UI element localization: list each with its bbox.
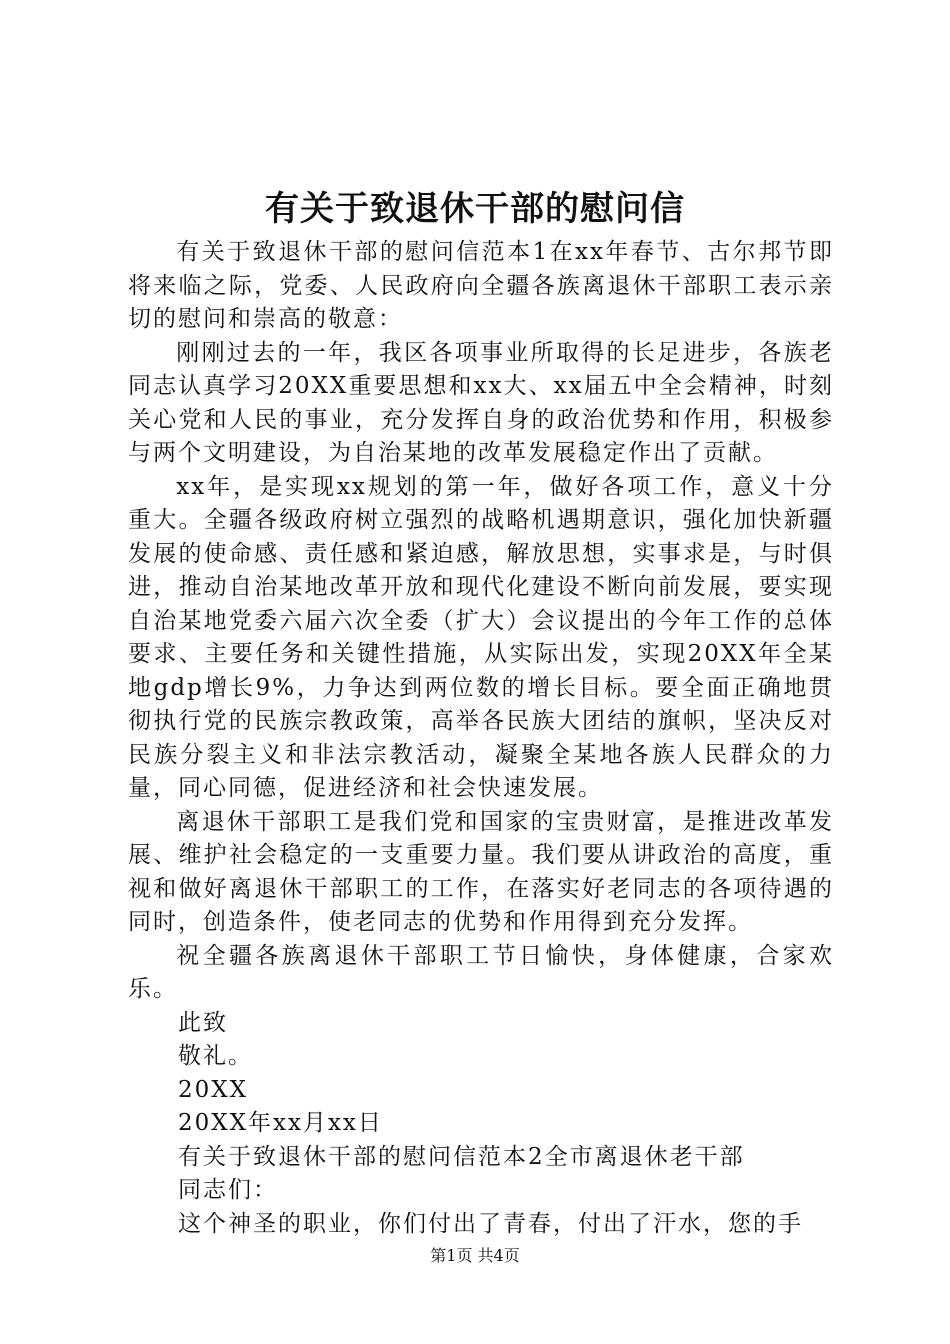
- body-paragraph-1: 有关于致退休干部的慰问信范本1在xx年春节、古尔邦节即将来临之际，党委、人民政府向全疆各族离退休干部职工表示亲切的慰问和崇高的敬意：: [128, 239, 834, 332]
- closing-regards: 敬礼。: [178, 1043, 253, 1069]
- closing-date: 20XX年xx月xx日: [178, 1110, 383, 1136]
- second-letter-first-line: 这个神圣的职业，你们付出了青春，付出了汗水，您的手: [178, 1210, 803, 1237]
- document-title: 有关于致退休干部的慰问信: [265, 189, 685, 229]
- page-indicator: 第1页 共4页: [430, 1246, 520, 1265]
- body-paragraph-3: xx年，是实现xx规划的第一年，做好各项工作，意义十分重大。全疆各级政府树立强烈的战略机遇期意识，强化加快新疆发展的使命感、责任感和紧迫感，解放思想，实事求是，与时俱进，推动自治某地改革开放和现代化建设不断向前发展，要实现自治某地党委六届六次全委（扩大）会议提出的今年工作的总体要求、主要任务和关键性措施，从实际出发，实现20XX年全某地gdp增长9%，力争达到两位数的增长目标。要全面正确地贯彻执行党的民族宗教政策，高举各民族大团结的旗帜，坚决反对民族分裂主义和非法宗教活动，凝聚全某地各族人民群众的力量，同心同德，促进经济和社会快速发展。: [128, 473, 834, 801]
- second-letter-greeting: 同志们：: [178, 1177, 278, 1203]
- document-body: [128, 236, 834, 1241]
- body-paragraph-5: 祝全疆各族离退休干部职工节日愉快，身体健康，合家欢乐。: [128, 942, 834, 1002]
- second-letter-heading: 有关于致退休干部的慰问信范本2全市离退休老干部: [178, 1143, 745, 1170]
- closing-year: 20XX: [178, 1076, 249, 1103]
- body-paragraph-2: 刚刚过去的一年，我区各项事业所取得的长足进步，各族老同志认真学习20XX重要思想和xx大、xx届五中全会精神，时刻关心党和人民的事业，充分发挥自身的政治优势和作用，积极参与两个文明建设，为自治某地的改革发展稳定作出了贡献。: [128, 339, 834, 466]
- body-paragraph-4: 离退休干部职工是我们党和国家的宝贵财富，是推进改革发展、维护社会稳定的一支重要力量。我们要从讲政治的高度，重视和做好离退休干部职工的工作，在落实好老同志的各项待遇的同时，创造条件，使老同志的优势和作用得到充分发挥。: [128, 808, 834, 935]
- closing-salutation: 此致: [178, 1009, 228, 1036]
